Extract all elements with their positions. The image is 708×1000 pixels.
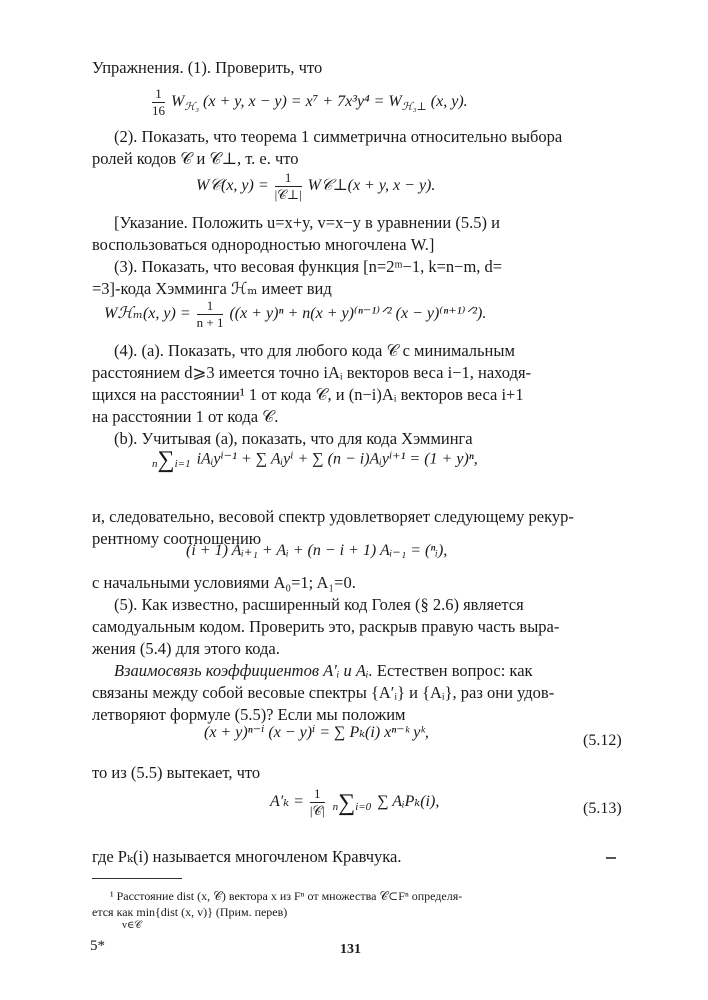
text-line: где Pₖ(i) называется многочленом Кравчука. [92,847,402,866]
equation-number: (5.12) [583,732,622,749]
text-line: (b). Учитывая (a), показать, что для кода Хэмминга [114,429,473,448]
equation-4: n∑i=1 iAᵢyⁱ⁻¹ + ∑ Aᵢyⁱ + ∑ (n − i)Aᵢyⁱ⁺¹ = (1 + y)ⁿ, [152,447,478,473]
equation-7: A′ₖ = $\frac{1}{\text{|𝒞|}}$ n∑i=0 ∑ AᵢPₖ(i), [270,786,440,818]
footnote-line: v∈𝒞 [122,920,142,931]
scan-mark [606,857,616,859]
text-line: и, следовательно, весовой спектр удовлетворяет следующему рекур- [92,507,574,526]
text-line: ролей кодов 𝒞 и 𝒞⊥, т. е. что [92,149,299,168]
text-line: самодуальным кодом. Проверить это, раскрыв правую часть выра- [92,617,560,636]
text-line: щихся на расстоянии¹ 1 от кода 𝒞, и (n−i)Aᵢ векторов веса i+1 [92,385,524,404]
equation-1: $\frac{1}{16}$ $W_{ℋ_3}$ (x + y, $x - y) = x^7 + 7x^3y^4 = W_{ℋ_3\perp}$ (x, y). [152,86,468,118]
section-heading: Взаимосвязь коэффициентов A′ᵢ и Aᵢ. [114,661,373,680]
text-line: рентному соотношению [92,529,262,548]
signature-mark: 5* [90,938,105,954]
text-line: связаны между собой весовые спектры {A′ᵢ} и {Aᵢ}, раз они удов- [92,683,555,702]
text-line: летворяют формуле (5.5)? Если мы положим [92,705,406,724]
footnote-rule [92,878,182,879]
text-line: (3). Показать, что весовая функция [n=2ᵐ−1, k=n−m, d= [114,257,503,276]
text-line: с начальными условиями A₀=1; A₁=0. [92,573,356,592]
equation-3: Wℋₘ(x, y) = $\frac{1}{n + 1}$ ((x + y)ⁿ + n(x + y)⁽ⁿ⁻¹⁾ᐟ² (x − y)⁽ⁿ⁺¹⁾ᐟ²). [104,298,487,330]
text-line: Упражнения. (1). Проверить, что [92,58,323,77]
equation-number: (5.13) [583,800,622,817]
text-line: (4). (a). Показать, что для любого кода 𝒞 с минимальным [114,341,515,360]
text-line: на расстоянии 1 от кода 𝒞. [92,407,279,426]
text-line: Взаимосвязь коэффициентов A′ᵢ и Aᵢ. Естествен вопрос: как [114,661,533,680]
text-line: (5). Как известно, расширенный код Голея (§ 2.6) является [114,595,524,614]
equation-5: (i + 1) Aᵢ₊₁ + Aᵢ + (n − i + 1) Aᵢ₋₁ = (ⁿᵢ), [186,542,448,559]
equation-6: (x + y)ⁿ⁻ⁱ (x − y)ⁱ = ∑ Pₖ(i) xⁿ⁻ᵏ yᵏ, [204,724,429,741]
text-line: жения (5.4) для этого кода. [92,639,280,658]
footnote-line: ется как min{dist (x, v)} (Прим. перев) [92,905,288,919]
text-line: [Указание. Положить u=x+y, v=x−y в уравнении (5.5) и [114,213,500,232]
text-line: расстоянием d⩾3 имеется точно iAᵢ векторов веса i−1, находя- [92,363,532,382]
footnote-line: ¹ Расстояние dist (x, 𝒞) вектора x из Fⁿ от множества 𝒞⊂Fⁿ определя- [110,889,463,903]
text-line: =3]-кода Хэмминга ℋₘ имеет вид [92,279,332,298]
text-line: воспользоваться однородностью многочлена W.] [92,235,435,254]
text-line: (2). Показать, что теорема 1 симметрична относительно выбора [114,127,563,146]
page-number: 131 [340,942,361,957]
text-line: то из (5.5) вытекает, что [92,763,261,782]
equation-2: W𝒞(x, y) = $\frac{1}{\text{|𝒞⊥|}}$ W𝒞⊥(x + y, x − y). [196,170,436,202]
